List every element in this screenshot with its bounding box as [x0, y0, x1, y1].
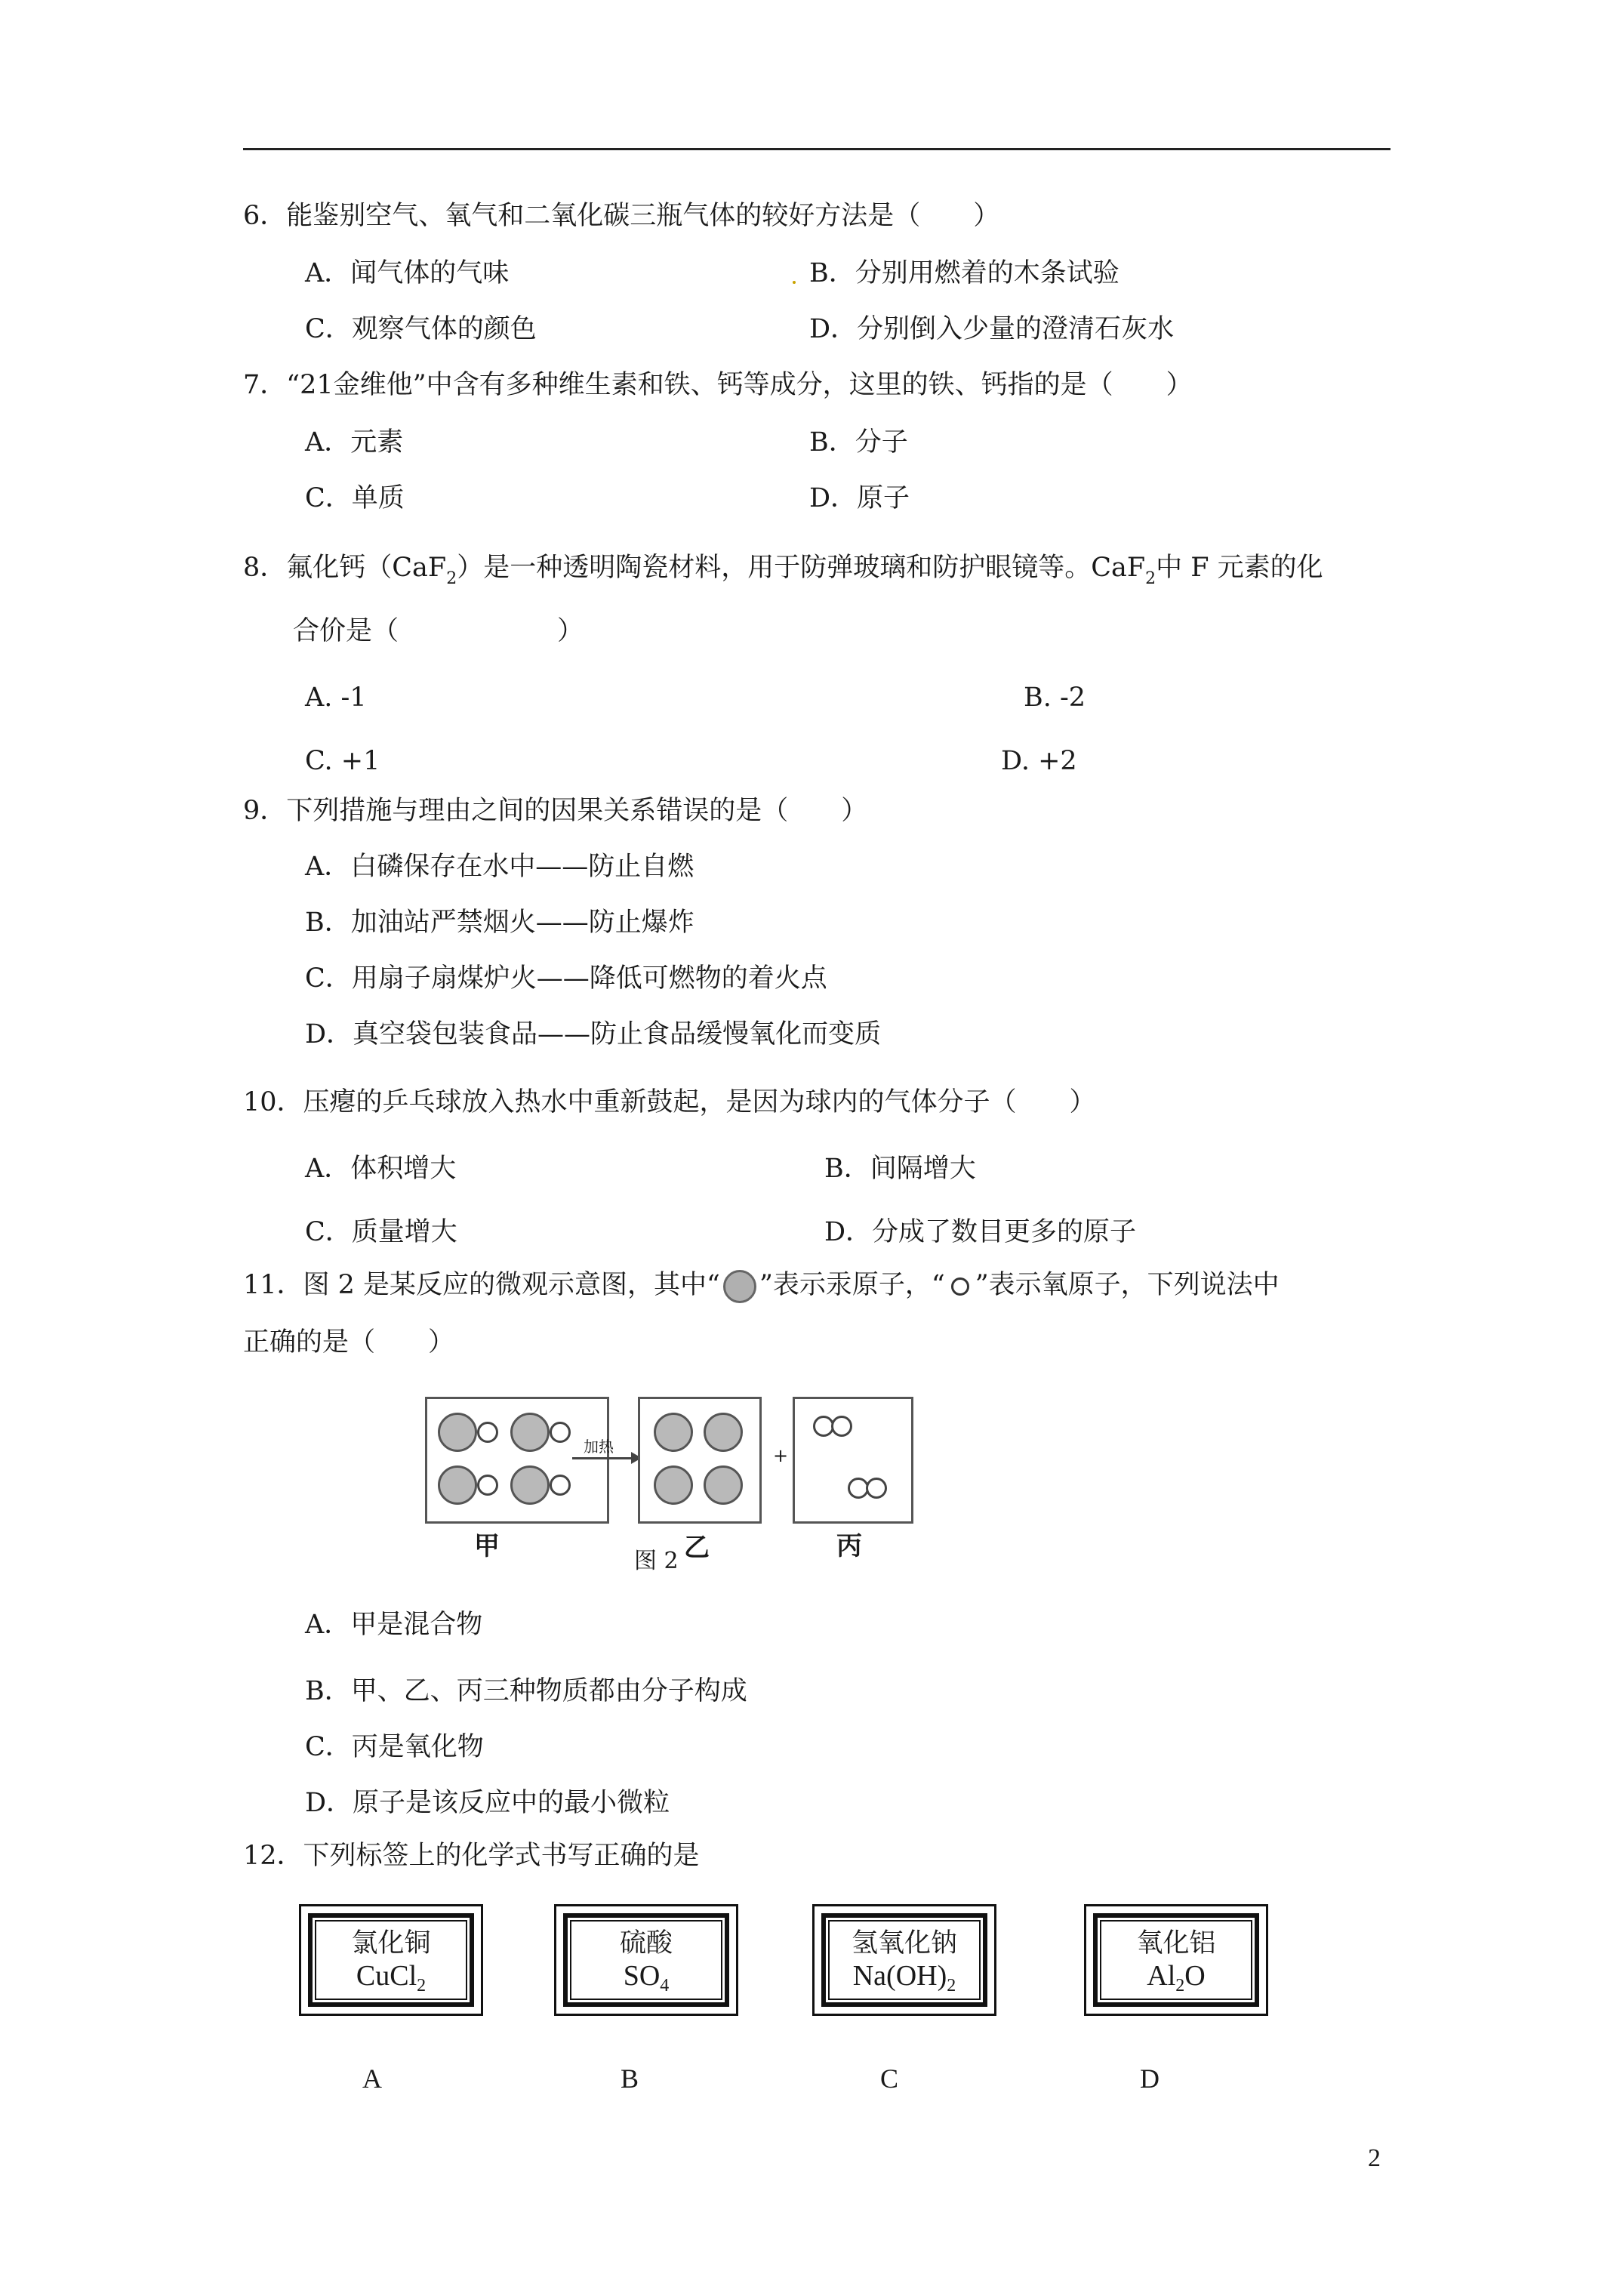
- q10-stem: 10．压瘪的乒乓球放入热水中重新鼓起，是因为球内的气体分子（ ）: [243, 1087, 1096, 1117]
- label-formula: $Al_2O$: [1147, 1960, 1206, 1996]
- oxygen-atom: [866, 1478, 887, 1499]
- mercury-atom: [654, 1413, 693, 1452]
- label-name: 氢氧化钠: [851, 1928, 957, 1959]
- q10-option-d: D．分成了数目更多的原子: [824, 1217, 1137, 1247]
- label-card-a: [299, 1904, 483, 2016]
- stray-mark: [793, 281, 796, 284]
- mercury-atom: [654, 1465, 693, 1505]
- q10-option-b: B．间隔增大: [824, 1154, 976, 1184]
- q11-stem-pre: 11．图 2 是某反应的微观示意图，其中“: [243, 1270, 720, 1300]
- q9-option-a: A．白磷保存在水中——防止自燃: [305, 852, 694, 882]
- plus-sign: +: [773, 1445, 789, 1466]
- label-card-d: [1084, 1904, 1268, 2016]
- oxygen-atom: [831, 1416, 852, 1437]
- q7-option-a: A．元素: [305, 427, 404, 458]
- q6-option-c: C．观察气体的颜色: [305, 314, 537, 344]
- q8-stem: [243, 551, 1323, 588]
- reaction-arrow: [572, 1457, 634, 1459]
- label-jia: 甲: [474, 1531, 500, 1561]
- label-name: 氯化铜: [351, 1928, 431, 1959]
- figure-box-bing: [793, 1397, 913, 1524]
- choice-letter-a: A: [362, 2063, 382, 2094]
- q9-option-c: C．用扇子扇煤炉火——降低可燃物的着火点: [305, 963, 827, 994]
- q11-option-b: B．甲、乙、丙三种物质都由分子构成: [305, 1676, 747, 1706]
- page-number: 2: [1368, 2144, 1381, 2172]
- figure-box-jia: [425, 1397, 609, 1524]
- q10-option-a: A．体积增大: [305, 1154, 457, 1184]
- mercury-atom: [704, 1413, 743, 1452]
- q11-stem: [243, 1268, 1280, 1303]
- choice-letter-c: C: [880, 2063, 899, 2094]
- oxygen-atom-icon: [951, 1277, 969, 1296]
- choice-letter-b: B: [621, 2063, 639, 2094]
- q8-option-a: A. -1: [305, 683, 367, 713]
- q8-stem-mid: ）是一种透明陶瓷材料，用于防弹玻璃和防护眼镜等。CaF: [457, 553, 1146, 583]
- q6-stem: 6．能鉴别空气、氧气和二氧化碳三瓶气体的较好方法是（ ）: [243, 201, 1000, 231]
- mercury-atom: [438, 1465, 477, 1505]
- q8-sub1: 2: [446, 569, 457, 588]
- q8-stem-post: 中 F 元素的化: [1156, 553, 1323, 583]
- q7-option-b: B．分子: [809, 427, 908, 458]
- label-card-c: [812, 1904, 996, 2016]
- q11-option-a: A．甲是混合物: [305, 1610, 483, 1640]
- q7-option-d: D．原子: [809, 483, 910, 513]
- q11-option-c: C．丙是氧化物: [305, 1732, 484, 1762]
- mercury-atom: [704, 1465, 743, 1505]
- label-name: 硫酸: [619, 1928, 673, 1959]
- q12-stem: 12．下列标签上的化学式书写正确的是: [243, 1841, 700, 1871]
- q11-stem-line2: 正确的是（ ）: [243, 1327, 455, 1358]
- q7-stem: 7．“21金维他”中含有多种维生素和铁、钙等成分，这里的铁、钙指的是（ ）: [243, 370, 1193, 400]
- q6-option-b: B．分别用燃着的木条试验: [809, 258, 1119, 288]
- mercury-atom-icon: [723, 1270, 756, 1303]
- header-rule: [243, 148, 1390, 150]
- arrow-text: 加热: [584, 1438, 614, 1456]
- label-formula: $SO_4$: [623, 1960, 670, 1996]
- q8-option-c: C. +1: [305, 746, 380, 776]
- q11-stem-mid: ”表示汞原子，“: [759, 1270, 945, 1300]
- q8-stem-pre: 8．氟化钙（CaF: [243, 553, 447, 583]
- q8-option-d: D. +2: [1001, 746, 1077, 776]
- q9-option-d: D．真空袋包装食品——防止食品缓慢氧化而变质: [305, 1019, 882, 1049]
- mercury-atom: [438, 1413, 477, 1452]
- q8-option-b: B. -2: [1024, 683, 1086, 713]
- label-formula: $Na(OH)_2$: [852, 1960, 956, 1996]
- q8-sub2: 2: [1145, 569, 1156, 588]
- label-formula: CuCl$_2$: [356, 1960, 427, 1996]
- label-bing: 丙: [836, 1531, 862, 1561]
- q7-option-c: C．单质: [305, 483, 405, 513]
- mercury-atom: [510, 1465, 550, 1505]
- q9-stem: 9．下列措施与理由之间的因果关系错误的是（ ）: [243, 796, 868, 826]
- q9-option-b: B．加油站严禁烟火——防止爆炸: [305, 908, 694, 938]
- label-name: 氧化铝: [1136, 1928, 1216, 1959]
- choice-letter-d: D: [1140, 2063, 1160, 2094]
- mercury-atom: [510, 1413, 550, 1452]
- q11-option-d: D．原子是该反应中的最小微粒: [305, 1788, 670, 1818]
- oxygen-atom: [550, 1422, 571, 1443]
- figure-caption: 图 2: [634, 1548, 679, 1574]
- oxygen-atom: [477, 1475, 498, 1496]
- q6-option-d: D．分别倒入少量的澄清石灰水: [809, 314, 1175, 344]
- q6-option-a: A．闻气体的气味: [305, 258, 510, 288]
- oxygen-atom: [477, 1422, 498, 1443]
- label-card-b: [554, 1904, 738, 2016]
- q10-option-c: C．质量增大: [305, 1217, 457, 1247]
- oxygen-atom: [550, 1475, 571, 1496]
- q8-stem-line2: 合价是（ ）: [293, 616, 584, 646]
- label-yi: 乙: [684, 1533, 710, 1563]
- q11-stem-post: ”表示氧原子，下列说法中: [975, 1270, 1280, 1300]
- figure-box-yi: [638, 1397, 762, 1524]
